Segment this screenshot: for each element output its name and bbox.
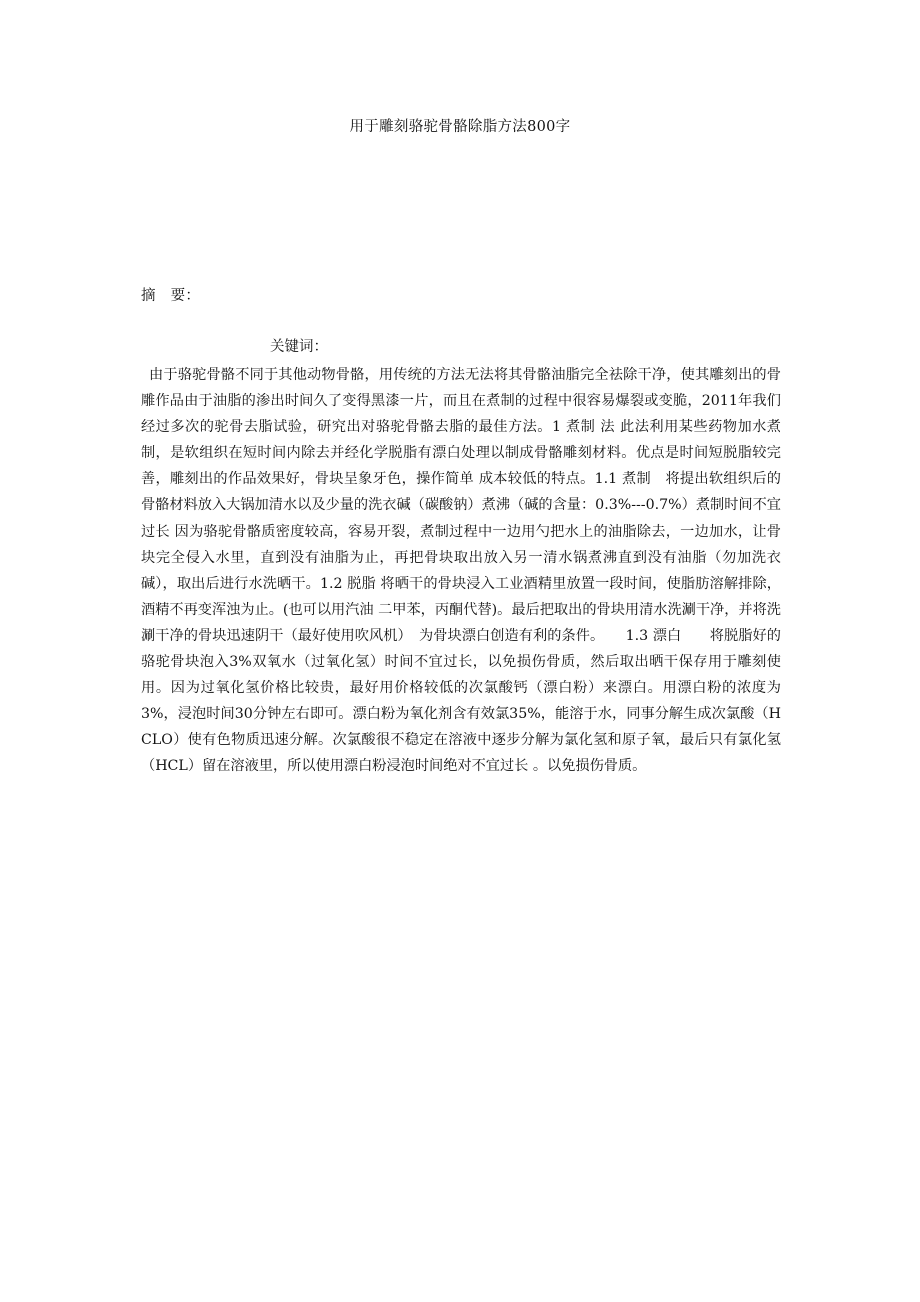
abstract-label: 摘 要： xyxy=(141,288,201,304)
keywords-label: 关键词： xyxy=(270,339,328,355)
body-paragraph: 由于骆驼骨骼不同于其他动物骨骼，用传统的方法无法将其骨骼油脂完全祛除干净，使其雕刻出的骨雕作品由于油脂的渗出时间久了变得黑漆一片，而且在煮制的过程中很容易爆裂或变脆，2011年我们经过多次的驼骨去脂试验，研究出对骆驼骨骼去脂的最佳方法。1 煮制 法 此法利用某些药物加水煮制，是软组织在短时间内除去并经化学脱脂有漂白处理以制成骨骼雕刻材料。优点是时间短脱脂较完善，雕刻出的作品效果好，骨块呈象牙色，操作简单 成本较低的特点。1.1 煮制 将提出软组织后的骨骼材料放入大锅加清水以及少量的洗衣碱（碳酸钠）煮沸（碱的含量：0.3%---0.7%）煮制时间不宜过长 因为骆驼骨骼质密度较高，容易开裂，煮制过程中一边用勺把水上的油脂除去，一边加水，让骨块完全侵入水里，直到没有油脂为止，再把骨块取出放入另一清水锅煮沸直到没有油脂（勿加洗衣碱），取出后进行水洗晒干。1.2 脱脂 将晒干的骨块浸入工业酒精里放置一段时间，使脂肪溶解排除，酒精不再变浑浊为止。(也可以用汽油 二甲苯，丙酮代替)。最后把取出的骨块用清水洗涮干净，并将洗涮干净的骨块迅速阴干（最好使用吹风机） 为骨块漂白创造有利的条件。 1.3 漂白 将脱脂好的骆驼骨块泡入3%双氧水（过氧化氢）时间不宜过长，以免损伤骨质，然后取出晒干保存用于雕刻使用。因为过氧化氢价格比较贵，最好用价格较低的次氯酸钙（漂白粉）来漂白。用漂白粉的浓度为3%，浸泡时间30分钟左右即可。漂白粉为氧化剂含有效氯35%，能溶于水，同事分解生成次氯酸（HCLO）使有色物质迅速分解。次氯酸很不稳定在溶液中逐步分解为氯化氢和原子氧，最后只有氯化氢（HCL）留在溶液里，所以使用漂白粉浸泡时间绝对不宜过长 。以免损伤骨质。 xyxy=(141,367,781,775)
document-title: 用于雕刻骆驼骨骼除脂方法800字 xyxy=(349,119,571,135)
